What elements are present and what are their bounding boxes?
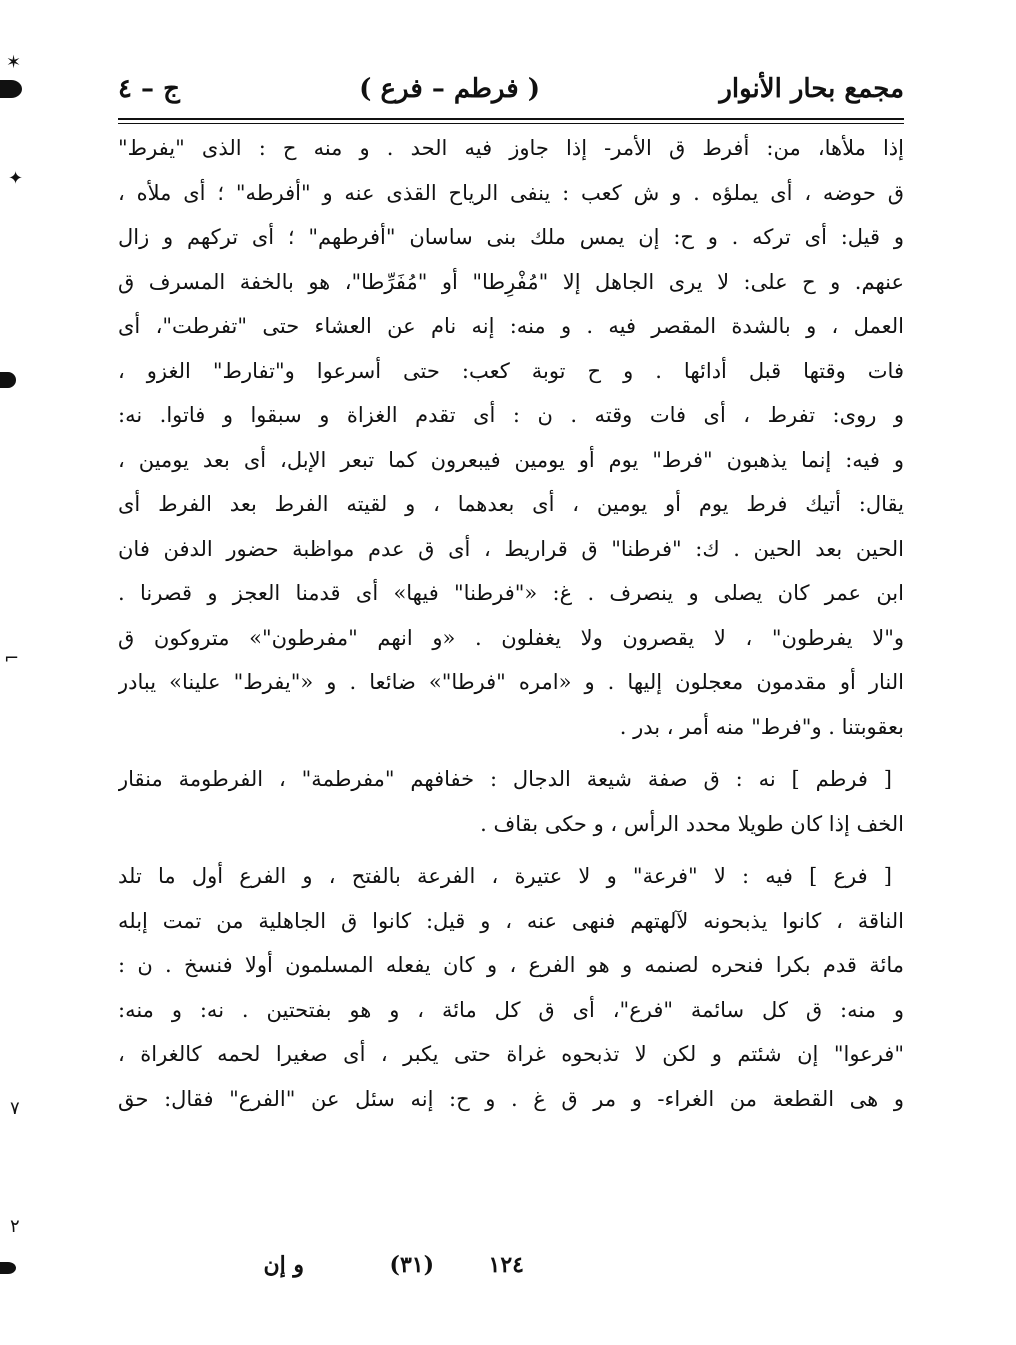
binding-mark (0, 80, 22, 98)
text-line: و قيل: أى تركه . و ح: إن يمس ملك بنى ساسان "أفرطهم" ؛ أى تركهم و زال (118, 225, 904, 249)
text-line: النار أو مقدمون معجلون إليها . و «امره "فرطا"» ضائعا . و «"يفرط" علينا» يبادر (118, 670, 904, 694)
text-line: يقال: أتيك فرط يوم أو يومين ، أى بعدهما ، و لقيته الفرط بعد الفرط أى (118, 492, 904, 516)
entry-fara-line: [ فرع ] فيه : لا "فرعة" و لا عتيرة ، الفرعة بالفتح ، و الفرع أول ما تلد (118, 864, 892, 888)
text-line: فات وقتها قبل أدائها . و ح توبة كعب: حتى أسرعوا و"تفارط" الغزو ، (118, 358, 904, 383)
text-line: بعقوبتنا . و"فرط" منه أمر ، بدر . (619, 714, 904, 739)
text-line: إذا ملأها، من: أفرط ق الأمر- إذا جاوز فيه الحد . و منه ح : الذى "يفرط" (118, 136, 904, 160)
entry-fara-line: مائة قدم بكرا فنحره لصنمه و هو الفرع ، و كان يفعله المسلمون أولا فنسخ . ن : (118, 953, 904, 977)
entry-fara-line: الناقة ، كانوا يذبحونه لآلهتهم فنهى عنه ، و قيل: كانوا ق الجاهلية من تمت إبله (118, 908, 904, 933)
page-number: ١٢٤ (488, 1252, 524, 1278)
header-rule-thin (118, 123, 904, 124)
running-header (118, 66, 904, 112)
margin-tick-icon: ⌐ (4, 648, 20, 669)
text-line: ق حوضه ، أى يملؤه . و ش كعب : ينفى الرياح القذى عنه و "أفرطه" ؛ أى ملأه ، (118, 180, 904, 205)
book-title: مجمع بحار الأنوار (719, 74, 904, 104)
text-line: ابن عمر كان يصلى و ينصرف . غ: «"فرطنا" فيها» أى قدمنا العجز و قصرنا . (118, 581, 904, 605)
margin-tick-icon: ٧ (10, 1098, 20, 1119)
margin-tick-icon: ✦ (8, 168, 24, 189)
catchword: و إن (263, 1252, 304, 1278)
text-line: العمل ، و بالشدة المقصر فيه . و منه: إنه نام عن العشاء حتى "تفرطت"، أى (118, 314, 904, 338)
entry-gap (118, 749, 904, 757)
main-text (118, 126, 904, 1121)
text-line: و فيه: إنما يذهبون "فرط" يوم أو يومين فيبعرون كما تبعر الإبل، أى بعد يومين ، (118, 447, 904, 472)
signature-mark: (٣١) (389, 1252, 434, 1278)
volume-label: ج – ٤ (118, 74, 180, 104)
entry-fartam-line: الخف إذا كان طويلا محدد الرأس ، و حكى بقاف . (480, 811, 904, 836)
binding-mark (0, 1262, 16, 1274)
text-line: و"لا يفرطون" ، لا يقصرون ولا يغفلون . «و انهم "مفرطون"» متروكون ق (118, 625, 904, 650)
entry-fara-line: و منه: ق كل سائمة "فرع"، أى ق كل مائة ، و هو بفتحتين . نه: و منه: (118, 997, 904, 1022)
entry-fara-line: و هى القطعة من الغراء- و مر ق غ . و ح: إنه سئل عن "الفرع" فقال: حق (118, 1086, 904, 1111)
entry-range-title: ( فرطم – فرع ) (359, 74, 541, 104)
text-line: الحين بعد الحين . ك: "فرطنا" ق قراريط ، أى ق عدم مواظبة حضور الدفن فان (118, 536, 904, 561)
text-line: عنهم. و ح على: لا يرى الجاهل إلا "مُفْرِطا" أو "مُفَرِّطا"، هو بالخفة المسرف ق (118, 269, 904, 294)
page-footer (118, 1244, 904, 1288)
text-line: و روى: تفرط ، أى فات وقته . ن : أى تقدم الغزاة و سبقوا و فاتوا. نه: (118, 403, 904, 427)
margin-tick-icon: ✶ (6, 52, 22, 73)
entry-fara-line: "فرعوا" إن شئتم و لكن لا تذبحوه غراة حتى يكبر ، أى صغيرا لحمه كالغراة ، (118, 1042, 904, 1066)
margin-tick-icon: ٢ (10, 1216, 20, 1237)
header-rule-thick (118, 118, 904, 120)
entry-gap (118, 846, 904, 854)
entry-fartam-line: [ فرطم ] نه : ق صفة شيعة الدجال : خفافهم "مفرطمة" ، الفرطومة منقار (118, 767, 892, 791)
binding-mark (0, 372, 16, 388)
